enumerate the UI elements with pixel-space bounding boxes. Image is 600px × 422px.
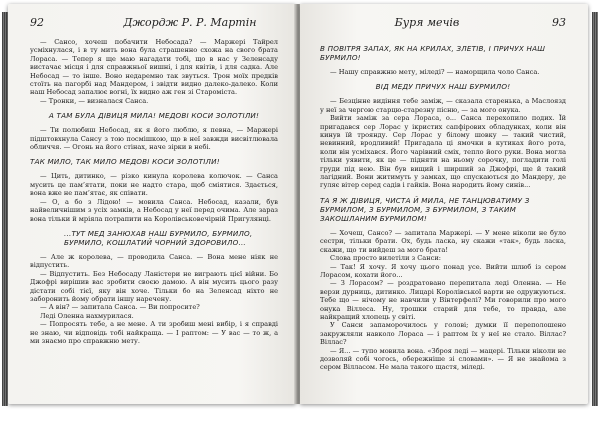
- paragraph: — А він? — запитала Санса. — Ви попросите?: [40, 303, 200, 312]
- paragraph: — Безцінне видіння тебе заміж, — сказала старенька, а Маслоязд у неї за чергою старцю-старезну пісню, — за мого онука.: [320, 97, 566, 114]
- left-page-text: [30, 38, 278, 398]
- paragraph: — Ти полюбиш Небосад, як я його люблю, я певна, — Маржері підштовхнула Сансу з тою посмішкою, що в неї завжди висвітлювала обличчя. — Огонь на його стінах, наче зірки в небі.: [30, 126, 278, 152]
- paragraph: — З Лорасом? — роздратовано перепитала леді Оленна. — Не верзи дурниць, дитинко. Лицарі Королівської варти не одружуються. Тебе що — нічому не навчили у Вінтерфелі? Ми говорили про мого онука Віллеса. Ну, трошки старий для тебе, то правда, але найкращий хлопець у світі.: [320, 279, 566, 321]
- right-page-number: 93: [552, 16, 566, 29]
- song-lyric: А ТАМ БУЛА ДІВИЦЯ МИЛА! МЕДОВІ КОСИ ЗОЛОТІЛИ!: [48, 111, 260, 121]
- paragraph: — Тронки, — визналася Санса.: [40, 96, 149, 105]
- paragraph: Вийти заміж за сера Лораса, о... Санса перехопило подих. Їй пригадався сер Лорас у ікристих сапфірових обладунках, коли він кинув їй троянду. Сер Лорас у білому шовку — такий чистий, невинний, вродливий! Пригадала ці ямочки в кутиках його рота, коли він усміхався. Його чарівний сміх, тепло його руки. Вона могла тільки уявити, як це — підняти на ньому сорочку, погладити голі груди під нею. Він був вищий і ширший за Джофрі, ще й такий лагідний. Вони житимуть у замках, що спускаються до Мандеру, де гуляє вітер серед садів і гайків. Вона народить йому синів...: [320, 114, 566, 190]
- right-page-edges: [592, 12, 598, 406]
- paragraph: У Санси запаморочилось у голові; думки її переполошено закружляли навколо Лораса — і раптом їх у неї не стало. Віллас? Віллас?: [320, 321, 566, 347]
- paragraph: — Попросять тебе, а не мене. А ти зробиш мені вибір, і я справді не знаю, чи відповідь тобі найкраща. — І раптом: — У вас — то ж, а ми знаємо про справжню мету.: [30, 320, 278, 345]
- paragraph: — Сансо, хочеш побачити Небосада? — Маржері Тайрел усміхнулася, і в ту мить вона була страшенно схожа на свого брата Лораса. — Тепер я ще маю нагадати тобі, що в нас у Зеленсаду вистачає місця і для справжньої вишні, і для квітів, і для садка. Але Небосад — то інше. Воно недаремно так звуться. Трон моїх предків стоїть на пагорбі над Мандером, і звідти видно далеко-далеко. Коли наш Небосад запалює вогні, їх видно аж ген зі Староміста.: [30, 38, 278, 97]
- paragraph: — Цить, дитинко, — різко кинула королева колючок. — Санса мусить це пам’ятати, поки не надто стара, щоб сміятися. Здається, вона вже не пам’ятає, як співати.: [30, 172, 278, 198]
- paragraph: — Хочеш, Сансо? — запитала Маржері. — У мене ніколи не було сестри, тільки брати. Ох, будь ласка, ну скажи «так», будь ласка, скажи, що ти вийдеш за мого брата!: [320, 228, 566, 254]
- song-lyric: ТА Я Ж ДІВИЦЯ, ЧИСТА Й МИЛА, НЕ ТАНЦЮВАТИМУ З БУРМИЛОМ, З БУРМИЛОМ, З БУРМИЛОМ, З ТАКИМ ЗАКОШЛАНИМ БУРМИЛОМ!: [320, 195, 530, 223]
- song-lyric: ТАК МИЛО, ТАК МИЛО МЕДОВІ КОСИ ЗОЛОТІЛИ!: [30, 157, 220, 167]
- paragraph: — О, а бо з Лідою! — мовила Санса. Небосад, казали, був найвеличнішим з усіх замків, а Небосад у неї перед очима. Але зараз вона тільки й мріяла потрапити на Королівськовечірній Пригулянці.: [30, 197, 278, 223]
- paragraph: — Але ж королева, — проводила Санса. — Вона мене ніяк не відпустить.: [30, 252, 278, 270]
- paragraph: — Так! Я хочу. Я хочу цього понад усе. Вийти шлюб із сером Лорасом, кохати його...: [320, 262, 566, 279]
- paragraph: — Я... — тупо мовила вона. «Зброя леді — мацері. Тільки ніколи не дозволяй собі чогось, обережніше зі словами». — Я не знайома з сером Вілласом. Не мала такого щастя, міледі.: [320, 346, 566, 372]
- left-page-number: 92: [30, 16, 44, 29]
- paragraph: — Відпустить. Без Небосаду Ланістери не виграють цієї війни. Бо Джофрі вирішив вас зробити своєю дамою. А він мусить цього разу дістати собі тієї, яку він хоче. Тільки бо на Зеленсад ніхто не заборонить йому обрати іншу наречену.: [30, 269, 278, 303]
- right-page-header: [322, 16, 566, 32]
- right-page: [300, 4, 588, 404]
- song-lyric: В ПОВІТРЯ ЗАПАХ, ЯК НА КРИЛАХ, ЗЛЕТІВ, І ПРИЧУХ НАШ БУРМИЛО!: [320, 44, 546, 62]
- paragraph: Леді Оленна нахмурилася.: [40, 311, 134, 320]
- song-lyric: ...ТУТ МЕД ЗАНЮХАВ НАШ БУРМИЛО, БУРМИЛО, БУРМИЛО, КОШЛАТИЙ ЧОРНИЙ ЗДОРОВИЛО...: [64, 228, 253, 247]
- paragraph: — Нашу справжню мету, міледі? — наморщила чоло Санса.: [330, 68, 540, 76]
- song-lyric: ВІД МЕДУ ПРИЧУХ НАШ БУРМИЛО!: [375, 82, 511, 92]
- left-page: [8, 4, 296, 404]
- left-page-header: [30, 16, 274, 32]
- open-book: [8, 4, 592, 412]
- left-running-title: Джордж Р. Р. Мартін: [123, 16, 257, 29]
- right-running-title: Буря мечів: [394, 16, 460, 29]
- paragraph: Слова просто вилетіли з Санси:: [330, 254, 441, 263]
- right-page-text: [320, 38, 566, 398]
